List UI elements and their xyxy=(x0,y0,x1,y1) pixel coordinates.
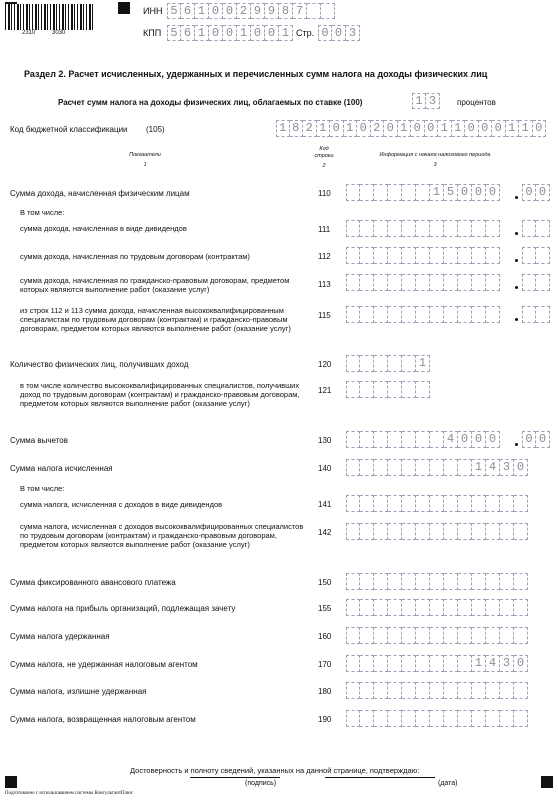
row-160-code: 160 xyxy=(318,632,332,641)
corner-marker-top-right xyxy=(118,2,130,14)
row-141-code: 141 xyxy=(318,500,332,509)
row-110-decimal-point xyxy=(515,196,518,199)
row-111-code: 111 xyxy=(318,225,331,234)
row-141-label: сумма налога, исчисленная с доходов в виде дивидендов xyxy=(20,500,223,509)
row-190-code: 190 xyxy=(318,715,332,724)
rate-label: Расчет сумм налога на доходы физических лиц, облагаемых по ставке (100) xyxy=(58,98,363,107)
row-155-field[interactable] xyxy=(346,599,528,616)
row-121-code: 121 xyxy=(318,386,332,395)
row-113-frac-field[interactable] xyxy=(522,274,550,291)
row-142-field[interactable] xyxy=(346,523,528,540)
row-120-code: 120 xyxy=(318,360,332,369)
row-110-frac-field[interactable]: 0 0 xyxy=(522,184,550,201)
incl-label-2: В том числе: xyxy=(20,484,65,493)
corner-marker-bottom-right xyxy=(541,776,553,788)
row-130-field[interactable]: 4 0 0 0 xyxy=(346,431,500,448)
row-120-label: Количество физических лиц, получивших доход xyxy=(10,360,189,369)
row-140-field[interactable]: 1 4 3 0 xyxy=(346,459,528,476)
row-180-code: 180 xyxy=(318,687,332,696)
kpp-field[interactable]: 5 6 1 0 0 1 0 0 1 xyxy=(167,25,293,41)
date-line[interactable] xyxy=(325,777,435,778)
row-121-label: в том числе количество высококвалифицированных специалистов, получивших доход по трудовым договорам (контрактам) и гражданско-правовым договорам, предметом которых являются выполнение работ (оказание услуг) xyxy=(20,381,300,408)
row-113-code: 113 xyxy=(318,280,331,289)
kpp-label: КПП xyxy=(143,28,162,38)
signature-line[interactable] xyxy=(190,777,280,778)
row-160-field[interactable] xyxy=(346,627,528,644)
signature-caption: (подпись) xyxy=(245,780,277,787)
rate-unit: процентов xyxy=(457,98,496,107)
row-180-field[interactable] xyxy=(346,682,528,699)
row-155-code: 155 xyxy=(318,604,332,613)
row-112-field[interactable] xyxy=(346,247,500,264)
incl-label-1: В том числе: xyxy=(20,208,65,217)
row-160-label: Сумма налога удержанная xyxy=(10,632,110,641)
row-150-code: 150 xyxy=(318,578,332,587)
inn-field[interactable]: 5 6 1 0 0 2 9 9 8 7 xyxy=(167,3,335,19)
row-112-decimal-point xyxy=(515,259,518,262)
barcode-number-right: 3030 xyxy=(52,30,66,36)
row-155-label: Сумма налога на прибыль организаций, подлежащая зачету xyxy=(10,604,236,613)
row-150-label: Сумма фиксированного авансового платежа xyxy=(10,578,176,587)
row-170-label: Сумма налога, не удержанная налоговым агентом xyxy=(10,660,198,669)
page-label: Стр. xyxy=(296,28,315,38)
row-142-label: сумма налога, исчисленная с доходов высококвалифицированных специалистов по трудовым договорам (контрактам) и гражданско-правовым договорам, предметом которых являются выполнение работ (оказание услуг) xyxy=(20,522,304,549)
row-112-code: 112 xyxy=(318,252,331,261)
row-121-field[interactable] xyxy=(346,381,430,398)
row-115-decimal-point xyxy=(515,318,518,321)
row-141-field[interactable] xyxy=(346,495,528,512)
row-130-frac-field[interactable]: 0 0 xyxy=(522,431,550,448)
row-113-label: сумма дохода, начисленная по гражданско-правовым договорам, предметом которых являются выполнение работ (оказание услуг) xyxy=(20,276,290,294)
barcode xyxy=(5,4,93,30)
row-113-decimal-point xyxy=(515,286,518,289)
row-170-code: 170 xyxy=(318,660,332,669)
row-180-label: Сумма налога, излишне удержанная xyxy=(10,687,147,696)
row-120-field[interactable]: 1 xyxy=(346,355,430,372)
row-111-field[interactable] xyxy=(346,220,500,237)
date-caption: (дата) xyxy=(438,780,458,787)
row-190-label: Сумма налога, возвращенная налоговым агентом xyxy=(10,715,196,724)
row-110-label: Сумма дохода, начисленная физическим лицам xyxy=(10,189,190,198)
row-140-code: 140 xyxy=(318,464,332,473)
row-115-field[interactable] xyxy=(346,306,500,323)
row-190-field[interactable] xyxy=(346,710,528,727)
kbk-code: (105) xyxy=(146,125,165,134)
row-112-label: сумма дохода, начисленная по трудовым договорам (контрактам) xyxy=(20,252,250,261)
row-111-decimal-point xyxy=(515,232,518,235)
row-150-field[interactable] xyxy=(346,573,528,590)
row-142-code: 142 xyxy=(318,528,332,537)
confirm-text: Достоверность и полноту сведений, указанных на данной странице, подтверждаю: xyxy=(130,766,420,775)
prepared-note: Подготовлено с использованием системы КонсультантПлюс xyxy=(5,791,134,796)
rate-field[interactable]: 1 3 xyxy=(412,93,440,109)
row-111-label: сумма дохода, начисленная в виде дивидендов xyxy=(20,224,187,233)
row-113-field[interactable] xyxy=(346,274,500,291)
barcode-number-left: 2310 xyxy=(22,30,36,36)
col3-header: Информация с начала налогового периода xyxy=(379,152,491,158)
row-140-label: Сумма налога исчисленная xyxy=(10,464,113,473)
col1-header: Показатели xyxy=(129,152,161,158)
col2-header: Код строки xyxy=(314,146,334,159)
col2-number: 2 xyxy=(322,163,326,169)
row-112-frac-field[interactable] xyxy=(522,247,550,264)
row-115-label: из строк 112 и 113 сумма дохода, начисленная высококвалифицированным специалистам по трудовым договорам (контрактам) и гражданско-правовым договорам, предметом которых являются выполнение работ (оказание услуг) xyxy=(20,306,291,333)
row-130-label: Сумма вычетов xyxy=(10,436,68,445)
page-number-field[interactable]: 0 0 3 xyxy=(318,25,360,41)
row-110-code: 110 xyxy=(318,189,331,198)
row-111-frac-field[interactable] xyxy=(522,220,550,237)
col1-number: 1 xyxy=(143,162,147,168)
row-130-code: 130 xyxy=(318,436,332,445)
row-170-field[interactable]: 1 4 3 0 xyxy=(346,655,528,672)
kbk-label: Код бюджетной классификации xyxy=(10,125,128,134)
row-130-decimal-point xyxy=(515,443,518,446)
inn-label: ИНН xyxy=(143,6,163,16)
kbk-field[interactable]: 1 8 2 1 0 1 0 2 0 1 0 0 1 1 0 0 0 1 1 0 xyxy=(276,120,546,137)
section-title: Раздел 2. Расчет исчисленных, удержанных и перечисленных сумм налога на доходы физических лиц xyxy=(24,69,488,79)
corner-marker-bottom-left xyxy=(5,776,17,788)
row-115-code: 115 xyxy=(318,311,331,320)
row-110-field[interactable]: 1 5 0 0 0 xyxy=(346,184,500,201)
row-115-frac-field[interactable] xyxy=(522,306,550,323)
col3-number: 3 xyxy=(433,162,437,168)
